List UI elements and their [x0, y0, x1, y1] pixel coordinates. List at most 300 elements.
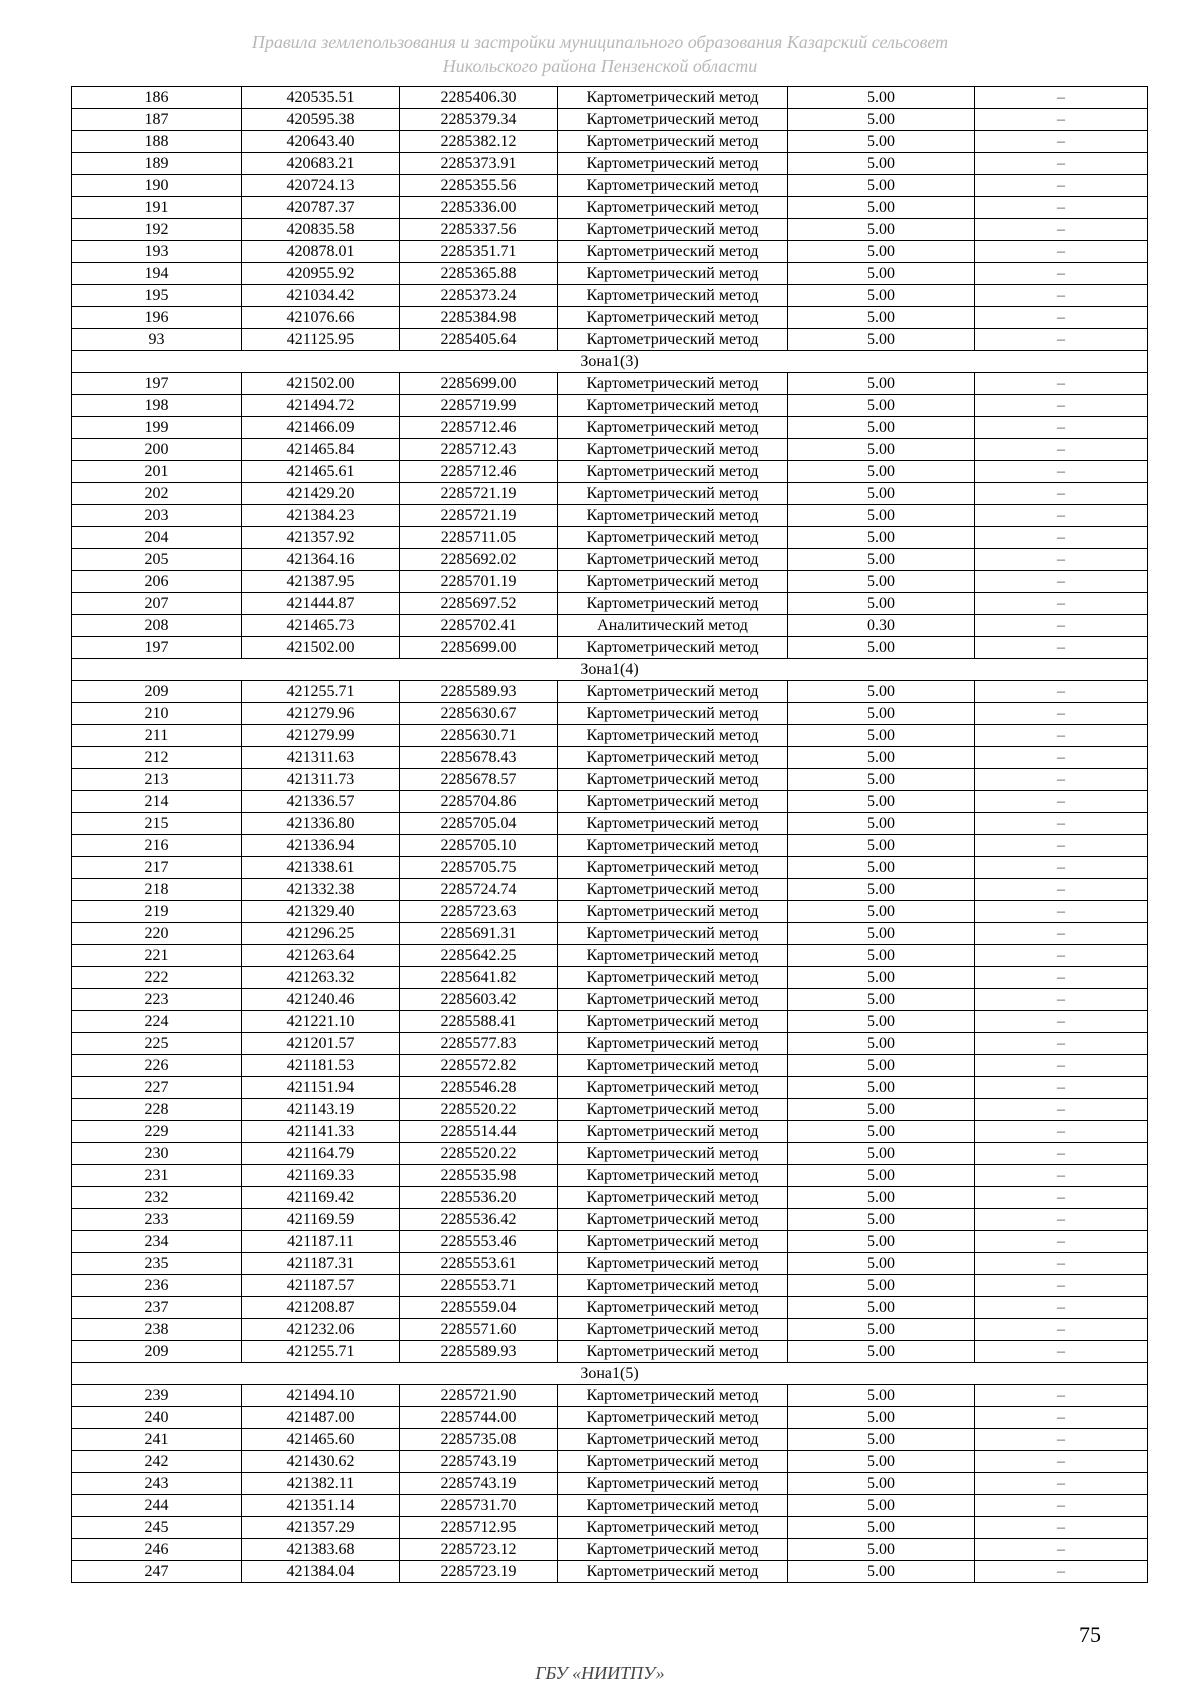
note-cell: –	[975, 791, 1148, 813]
precision-cell: 5.00	[788, 923, 975, 945]
y-coordinate-cell: 2285678.43	[400, 747, 558, 769]
x-coordinate-cell: 420955.92	[242, 263, 400, 285]
y-coordinate-cell: 2285731.70	[400, 1495, 558, 1517]
precision-cell: 5.00	[788, 1517, 975, 1539]
table-row	[72, 637, 1148, 659]
method-cell: Картометрический метод	[558, 989, 788, 1011]
x-coordinate-cell: 421255.71	[242, 681, 400, 703]
precision-cell: 5.00	[788, 879, 975, 901]
y-coordinate-cell: 2285572.82	[400, 1055, 558, 1077]
method-cell: Картометрический метод	[558, 483, 788, 505]
point-number-cell: 226	[72, 1055, 242, 1077]
x-coordinate-cell: 421465.84	[242, 439, 400, 461]
method-cell: Картометрический метод	[558, 879, 788, 901]
precision-cell: 5.00	[788, 1121, 975, 1143]
point-number-cell: 192	[72, 219, 242, 241]
method-cell: Картометрический метод	[558, 1517, 788, 1539]
y-coordinate-cell: 2285721.19	[400, 483, 558, 505]
x-coordinate-cell: 421364.16	[242, 549, 400, 571]
precision-cell: 5.00	[788, 1495, 975, 1517]
note-cell: –	[975, 879, 1148, 901]
x-coordinate-cell: 420878.01	[242, 241, 400, 263]
method-cell: Картометрический метод	[558, 307, 788, 329]
table-row	[72, 1385, 1148, 1407]
precision-cell: 5.00	[788, 725, 975, 747]
note-cell: –	[975, 1187, 1148, 1209]
note-cell: –	[975, 1539, 1148, 1561]
y-coordinate-cell: 2285589.93	[400, 1341, 558, 1363]
method-cell: Картометрический метод	[558, 373, 788, 395]
precision-cell: 5.00	[788, 1473, 975, 1495]
precision-cell: 5.00	[788, 857, 975, 879]
method-cell: Картометрический метод	[558, 549, 788, 571]
y-coordinate-cell: 2285697.52	[400, 593, 558, 615]
x-coordinate-cell: 421465.60	[242, 1429, 400, 1451]
y-coordinate-cell: 2285589.93	[400, 681, 558, 703]
table-row	[72, 879, 1148, 901]
table-row	[72, 901, 1148, 923]
coordinates-table	[71, 86, 1148, 1583]
y-coordinate-cell: 2285642.25	[400, 945, 558, 967]
table-row	[72, 439, 1148, 461]
y-coordinate-cell: 2285705.04	[400, 813, 558, 835]
y-coordinate-cell: 2285630.71	[400, 725, 558, 747]
x-coordinate-cell: 420787.37	[242, 197, 400, 219]
note-cell: –	[975, 1231, 1148, 1253]
method-cell: Картометрический метод	[558, 1407, 788, 1429]
y-coordinate-cell: 2285514.44	[400, 1121, 558, 1143]
table-row	[72, 307, 1148, 329]
y-coordinate-cell: 2285520.22	[400, 1143, 558, 1165]
note-cell: –	[975, 1099, 1148, 1121]
table-row	[72, 1011, 1148, 1033]
point-number-cell: 243	[72, 1473, 242, 1495]
method-cell: Картометрический метод	[558, 1011, 788, 1033]
point-number-cell: 227	[72, 1077, 242, 1099]
x-coordinate-cell: 421169.42	[242, 1187, 400, 1209]
table-row	[72, 571, 1148, 593]
note-cell: –	[975, 175, 1148, 197]
point-number-cell: 208	[72, 615, 242, 637]
note-cell: –	[975, 417, 1148, 439]
precision-cell: 5.00	[788, 1451, 975, 1473]
precision-cell: 5.00	[788, 835, 975, 857]
x-coordinate-cell: 421255.71	[242, 1341, 400, 1363]
note-cell: –	[975, 945, 1148, 967]
point-number-cell: 247	[72, 1561, 242, 1583]
point-number-cell: 217	[72, 857, 242, 879]
note-cell: –	[975, 153, 1148, 175]
table-row	[72, 219, 1148, 241]
method-cell: Картометрический метод	[558, 417, 788, 439]
x-coordinate-cell: 421076.66	[242, 307, 400, 329]
x-coordinate-cell: 421336.94	[242, 835, 400, 857]
y-coordinate-cell: 2285712.46	[400, 461, 558, 483]
x-coordinate-cell: 420835.58	[242, 219, 400, 241]
note-cell: –	[975, 1033, 1148, 1055]
note-cell: –	[975, 263, 1148, 285]
y-coordinate-cell: 2285705.75	[400, 857, 558, 879]
point-number-cell: 196	[72, 307, 242, 329]
y-coordinate-cell: 2285553.61	[400, 1253, 558, 1275]
x-coordinate-cell: 421429.20	[242, 483, 400, 505]
method-cell: Картометрический метод	[558, 1187, 788, 1209]
method-cell: Картометрический метод	[558, 395, 788, 417]
precision-cell: 5.00	[788, 241, 975, 263]
y-coordinate-cell: 2285365.88	[400, 263, 558, 285]
x-coordinate-cell: 421465.73	[242, 615, 400, 637]
precision-cell: 5.00	[788, 1099, 975, 1121]
method-cell: Картометрический метод	[558, 637, 788, 659]
table-row	[72, 813, 1148, 835]
table-row	[72, 681, 1148, 703]
precision-cell: 5.00	[788, 1077, 975, 1099]
precision-cell: 5.00	[788, 329, 975, 351]
y-coordinate-cell: 2285712.43	[400, 439, 558, 461]
table-row	[72, 835, 1148, 857]
method-cell: Картометрический метод	[558, 461, 788, 483]
x-coordinate-cell: 421125.95	[242, 329, 400, 351]
note-cell: –	[975, 813, 1148, 835]
note-cell: –	[975, 1121, 1148, 1143]
note-cell: –	[975, 1407, 1148, 1429]
table-row	[72, 1231, 1148, 1253]
point-number-cell: 204	[72, 527, 242, 549]
point-number-cell: 197	[72, 637, 242, 659]
point-number-cell: 193	[72, 241, 242, 263]
precision-cell: 5.00	[788, 285, 975, 307]
precision-cell: 5.00	[788, 505, 975, 527]
method-cell: Картометрический метод	[558, 263, 788, 285]
point-number-cell: 240	[72, 1407, 242, 1429]
point-number-cell: 209	[72, 681, 242, 703]
x-coordinate-cell: 421336.57	[242, 791, 400, 813]
precision-cell: 5.00	[788, 1165, 975, 1187]
method-cell: Картометрический метод	[558, 1319, 788, 1341]
y-coordinate-cell: 2285603.42	[400, 989, 558, 1011]
page-number: 75	[1079, 1622, 1101, 1647]
x-coordinate-cell: 421444.87	[242, 593, 400, 615]
point-number-cell: 233	[72, 1209, 242, 1231]
point-number-cell: 237	[72, 1297, 242, 1319]
point-number-cell: 190	[72, 175, 242, 197]
y-coordinate-cell: 2285351.71	[400, 241, 558, 263]
table-row	[72, 1451, 1148, 1473]
method-cell: Картометрический метод	[558, 1077, 788, 1099]
method-cell: Картометрический метод	[558, 1033, 788, 1055]
note-cell: –	[975, 1341, 1148, 1363]
method-cell: Картометрический метод	[558, 1473, 788, 1495]
method-cell: Картометрический метод	[558, 329, 788, 351]
note-cell: –	[975, 1077, 1148, 1099]
x-coordinate-cell: 421151.94	[242, 1077, 400, 1099]
table-row	[72, 1341, 1148, 1363]
table-row	[72, 1495, 1148, 1517]
point-number-cell: 225	[72, 1033, 242, 1055]
precision-cell: 5.00	[788, 549, 975, 571]
y-coordinate-cell: 2285678.57	[400, 769, 558, 791]
point-number-cell: 232	[72, 1187, 242, 1209]
table-row	[72, 1539, 1148, 1561]
table-row	[72, 1297, 1148, 1319]
x-coordinate-cell: 421502.00	[242, 373, 400, 395]
table-row	[72, 1319, 1148, 1341]
x-coordinate-cell: 421201.57	[242, 1033, 400, 1055]
precision-cell: 5.00	[788, 197, 975, 219]
x-coordinate-cell: 421465.61	[242, 461, 400, 483]
note-cell: –	[975, 87, 1148, 109]
point-number-cell: 216	[72, 835, 242, 857]
document-header	[0, 30, 1200, 78]
table-row	[72, 1473, 1148, 1495]
point-number-cell: 224	[72, 1011, 242, 1033]
x-coordinate-cell: 421187.11	[242, 1231, 400, 1253]
x-coordinate-cell: 421141.33	[242, 1121, 400, 1143]
note-cell: –	[975, 901, 1148, 923]
method-cell: Картометрический метод	[558, 1055, 788, 1077]
x-coordinate-cell: 421329.40	[242, 901, 400, 923]
method-cell: Картометрический метод	[558, 439, 788, 461]
table-row	[72, 153, 1148, 175]
precision-cell: 5.00	[788, 1539, 975, 1561]
point-number-cell: 228	[72, 1099, 242, 1121]
table-row	[72, 593, 1148, 615]
y-coordinate-cell: 2285712.46	[400, 417, 558, 439]
method-cell: Картометрический метод	[558, 109, 788, 131]
note-cell: –	[975, 1165, 1148, 1187]
precision-cell: 5.00	[788, 703, 975, 725]
x-coordinate-cell: 421332.38	[242, 879, 400, 901]
precision-cell: 0.30	[788, 615, 975, 637]
x-coordinate-cell: 421187.57	[242, 1275, 400, 1297]
note-cell: –	[975, 967, 1148, 989]
method-cell: Картометрический метод	[558, 813, 788, 835]
table-row	[72, 747, 1148, 769]
point-number-cell: 222	[72, 967, 242, 989]
table-row	[72, 857, 1148, 879]
note-cell: –	[975, 1385, 1148, 1407]
note-cell: –	[975, 1011, 1148, 1033]
x-coordinate-cell: 421279.96	[242, 703, 400, 725]
x-coordinate-cell: 421221.10	[242, 1011, 400, 1033]
point-number-cell: 187	[72, 109, 242, 131]
precision-cell: 5.00	[788, 1231, 975, 1253]
precision-cell: 5.00	[788, 901, 975, 923]
precision-cell: 5.00	[788, 1561, 975, 1583]
point-number-cell: 234	[72, 1231, 242, 1253]
y-coordinate-cell: 2285536.42	[400, 1209, 558, 1231]
y-coordinate-cell: 2285405.64	[400, 329, 558, 351]
table-row	[72, 1055, 1148, 1077]
method-cell: Картометрический метод	[558, 1143, 788, 1165]
table-row	[72, 989, 1148, 1011]
method-cell: Картометрический метод	[558, 153, 788, 175]
y-coordinate-cell: 2285692.02	[400, 549, 558, 571]
x-coordinate-cell: 421034.42	[242, 285, 400, 307]
point-number-cell: 230	[72, 1143, 242, 1165]
x-coordinate-cell: 421232.06	[242, 1319, 400, 1341]
x-coordinate-cell: 421169.59	[242, 1209, 400, 1231]
note-cell: –	[975, 1495, 1148, 1517]
note-cell: –	[975, 1143, 1148, 1165]
note-cell: –	[975, 483, 1148, 505]
y-coordinate-cell: 2285743.19	[400, 1473, 558, 1495]
point-number-cell: 205	[72, 549, 242, 571]
note-cell: –	[975, 395, 1148, 417]
note-cell: –	[975, 109, 1148, 131]
y-coordinate-cell: 2285373.24	[400, 285, 558, 307]
y-coordinate-cell: 2285691.31	[400, 923, 558, 945]
precision-cell: 5.00	[788, 1033, 975, 1055]
y-coordinate-cell: 2285337.56	[400, 219, 558, 241]
zone-header-row	[72, 659, 1148, 681]
note-cell: –	[975, 989, 1148, 1011]
precision-cell: 5.00	[788, 175, 975, 197]
x-coordinate-cell: 421208.87	[242, 1297, 400, 1319]
precision-cell: 5.00	[788, 439, 975, 461]
precision-cell: 5.00	[788, 1407, 975, 1429]
table-row	[72, 1187, 1148, 1209]
precision-cell: 5.00	[788, 571, 975, 593]
point-number-cell: 215	[72, 813, 242, 835]
table-row	[72, 1209, 1148, 1231]
y-coordinate-cell: 2285559.04	[400, 1297, 558, 1319]
point-number-cell: 245	[72, 1517, 242, 1539]
precision-cell: 5.00	[788, 219, 975, 241]
note-cell: –	[975, 461, 1148, 483]
method-cell: Картометрический метод	[558, 1495, 788, 1517]
precision-cell: 5.00	[788, 1143, 975, 1165]
note-cell: –	[975, 527, 1148, 549]
x-coordinate-cell: 421338.61	[242, 857, 400, 879]
y-coordinate-cell: 2285384.98	[400, 307, 558, 329]
y-coordinate-cell: 2285735.08	[400, 1429, 558, 1451]
method-cell: Картометрический метод	[558, 1121, 788, 1143]
x-coordinate-cell: 421351.14	[242, 1495, 400, 1517]
note-cell: –	[975, 637, 1148, 659]
note-cell: –	[975, 1209, 1148, 1231]
note-cell: –	[975, 769, 1148, 791]
note-cell: –	[975, 1253, 1148, 1275]
method-cell: Картометрический метод	[558, 1341, 788, 1363]
method-cell: Картометрический метод	[558, 791, 788, 813]
note-cell: –	[975, 681, 1148, 703]
x-coordinate-cell: 421384.04	[242, 1561, 400, 1583]
precision-cell: 5.00	[788, 747, 975, 769]
y-coordinate-cell: 2285588.41	[400, 1011, 558, 1033]
y-coordinate-cell: 2285712.95	[400, 1517, 558, 1539]
y-coordinate-cell: 2285373.91	[400, 153, 558, 175]
y-coordinate-cell: 2285702.41	[400, 615, 558, 637]
method-cell: Картометрический метод	[558, 571, 788, 593]
table-row	[72, 1165, 1148, 1187]
y-coordinate-cell: 2285379.34	[400, 109, 558, 131]
method-cell: Картометрический метод	[558, 1451, 788, 1473]
note-cell: –	[975, 219, 1148, 241]
point-number-cell: 214	[72, 791, 242, 813]
method-cell: Картометрический метод	[558, 1165, 788, 1187]
table-row	[72, 945, 1148, 967]
table-row	[72, 329, 1148, 351]
table-row	[72, 1121, 1148, 1143]
method-cell: Картометрический метод	[558, 725, 788, 747]
y-coordinate-cell: 2285535.98	[400, 1165, 558, 1187]
x-coordinate-cell: 421187.31	[242, 1253, 400, 1275]
method-cell: Картометрический метод	[558, 835, 788, 857]
point-number-cell: 242	[72, 1451, 242, 1473]
zone-label: Зона1(5)	[72, 1363, 1148, 1385]
point-number-cell: 238	[72, 1319, 242, 1341]
point-number-cell: 246	[72, 1539, 242, 1561]
point-number-cell: 197	[72, 373, 242, 395]
precision-cell: 5.00	[788, 1297, 975, 1319]
point-number-cell: 191	[72, 197, 242, 219]
table-row	[72, 527, 1148, 549]
method-cell: Картометрический метод	[558, 197, 788, 219]
table-row	[72, 395, 1148, 417]
table-row	[72, 461, 1148, 483]
y-coordinate-cell: 2285355.56	[400, 175, 558, 197]
method-cell: Картометрический метод	[558, 131, 788, 153]
y-coordinate-cell: 2285536.20	[400, 1187, 558, 1209]
y-coordinate-cell: 2285719.99	[400, 395, 558, 417]
x-coordinate-cell: 421181.53	[242, 1055, 400, 1077]
table-row	[72, 703, 1148, 725]
precision-cell: 5.00	[788, 87, 975, 109]
table-row	[72, 1561, 1148, 1583]
note-cell: –	[975, 549, 1148, 571]
point-number-cell: 211	[72, 725, 242, 747]
precision-cell: 5.00	[788, 1011, 975, 1033]
y-coordinate-cell: 2285571.60	[400, 1319, 558, 1341]
point-number-cell: 223	[72, 989, 242, 1011]
table-row	[72, 1143, 1148, 1165]
note-cell: –	[975, 1429, 1148, 1451]
precision-cell: 5.00	[788, 417, 975, 439]
table-row	[72, 483, 1148, 505]
point-number-cell: 93	[72, 329, 242, 351]
precision-cell: 5.00	[788, 593, 975, 615]
y-coordinate-cell: 2285723.12	[400, 1539, 558, 1561]
x-coordinate-cell: 421382.11	[242, 1473, 400, 1495]
point-number-cell: 203	[72, 505, 242, 527]
table-row	[72, 197, 1148, 219]
note-cell: –	[975, 747, 1148, 769]
precision-cell: 5.00	[788, 153, 975, 175]
precision-cell: 5.00	[788, 527, 975, 549]
x-coordinate-cell: 421263.64	[242, 945, 400, 967]
x-coordinate-cell: 421466.09	[242, 417, 400, 439]
method-cell: Картометрический метод	[558, 1099, 788, 1121]
table-row	[72, 241, 1148, 263]
x-coordinate-cell: 420724.13	[242, 175, 400, 197]
table-row	[72, 1099, 1148, 1121]
point-number-cell: 239	[72, 1385, 242, 1407]
method-cell: Картометрический метод	[558, 527, 788, 549]
note-cell: –	[975, 1297, 1148, 1319]
method-cell: Аналитический метод	[558, 615, 788, 637]
point-number-cell: 186	[72, 87, 242, 109]
point-number-cell: 235	[72, 1253, 242, 1275]
note-cell: –	[975, 1517, 1148, 1539]
header-line-1: Правила землепользования и застройки муниципального образования Казарский сельсовет	[251, 32, 949, 52]
method-cell: Картометрический метод	[558, 1231, 788, 1253]
point-number-cell: 213	[72, 769, 242, 791]
method-cell: Картометрический метод	[558, 747, 788, 769]
table-row	[72, 791, 1148, 813]
method-cell: Картометрический метод	[558, 923, 788, 945]
point-number-cell: 201	[72, 461, 242, 483]
